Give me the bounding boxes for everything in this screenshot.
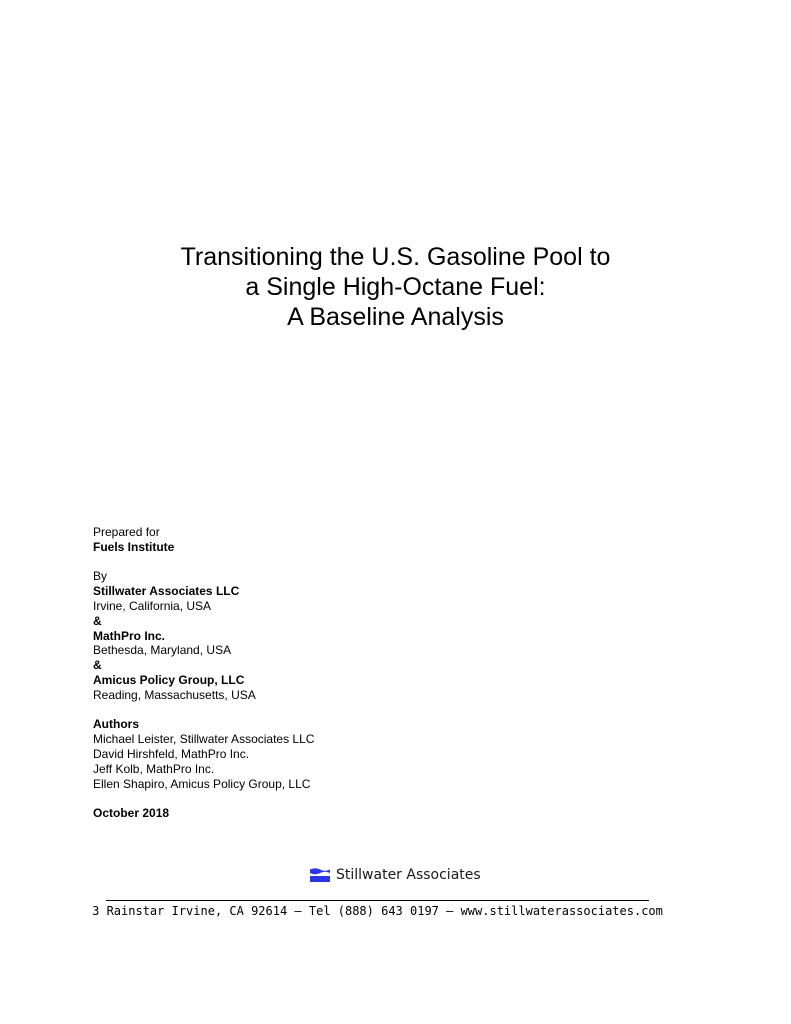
title-line-1: Transitioning the U.S. Gasoline Pool to [180,243,611,271]
title-line-3: A Baseline Analysis [287,303,504,331]
stillwater-waves-icon [309,867,331,883]
author-item: Ellen Shapiro, Amicus Policy Group, LLC [93,776,311,791]
author-item: Michael Leister, Stillwater Associates LLC [93,732,315,747]
title-line-2: a Single High-Octane Fuel: [245,273,546,301]
by-label: By [93,569,108,584]
authors-label: Authors [93,717,139,732]
logo-text: Stillwater Associates [336,867,481,883]
org-name-stillwater: Stillwater Associates LLC [93,584,240,599]
org-name-mathpro: MathPro Inc. [93,628,166,643]
prepared-for-name: Fuels Institute [93,539,175,554]
report-date: October 2018 [93,806,170,821]
report-details [93,525,314,821]
spacer [93,555,314,570]
ampersand: & [93,613,102,628]
org-location-amicus: Reading, Massachusetts, USA [93,687,256,702]
footer-address: 3 Rainstar Irvine, CA 92614 – Tel (888) 643 0197 – www.stillwaterassociates.com [92,904,663,918]
author-item: David Hirshfeld, MathPro Inc. [93,746,250,761]
prepared-for-label: Prepared for [93,525,160,539]
spacer [93,791,314,806]
ampersand: & [93,658,102,673]
author-item: Jeff Kolb, MathPro Inc. [93,761,215,776]
stillwater-logo [309,864,481,886]
org-location-mathpro: Bethesda, Maryland, USA [93,643,232,658]
footer-divider [106,900,649,901]
spacer [93,703,314,718]
org-name-amicus: Amicus Policy Group, LLC [93,672,245,687]
report-title [0,242,791,332]
org-location-stillwater: Irvine, California, USA [93,598,212,613]
